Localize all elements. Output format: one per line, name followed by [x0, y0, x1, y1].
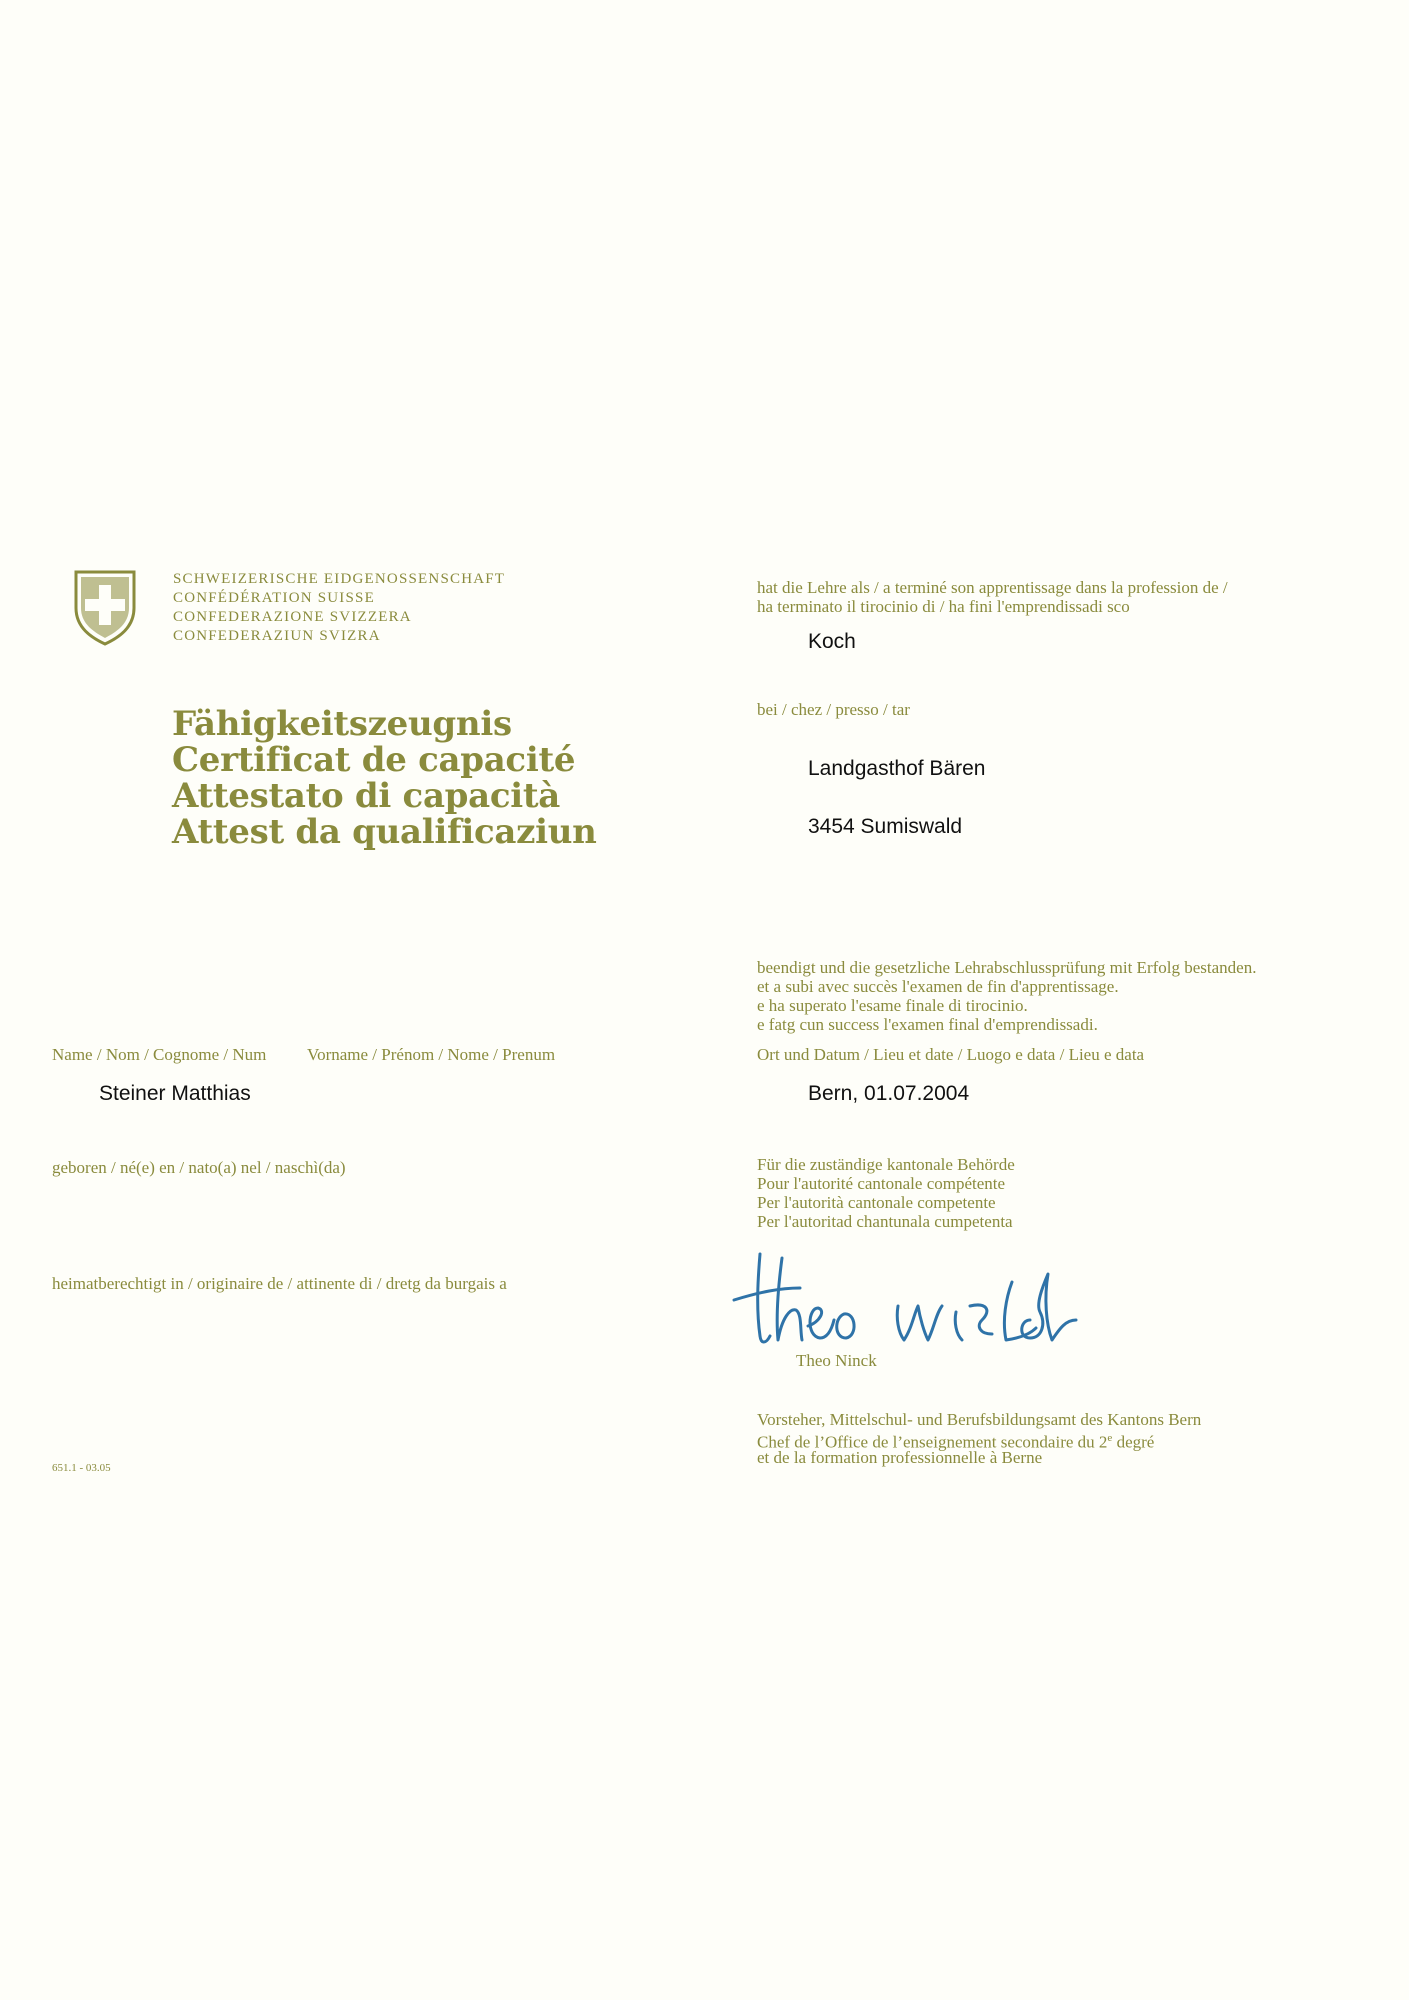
apprenticeship-line-2: ha terminato il tirocinio di / ha fini l'emprendissadi sco: [757, 597, 1130, 616]
signatory-name: Theo Ninck: [796, 1351, 877, 1370]
title-it: Attestato di capacità: [172, 776, 561, 816]
confederation-header: [173, 570, 505, 646]
passed-line-4: e fatg cun success l'examen final d'emprendissadi.: [757, 1015, 1098, 1034]
signatory-title-line-2-text: Chef de l’Office de l’enseignement secondaire du 2: [757, 1432, 1108, 1452]
certificate-title: [172, 706, 597, 850]
authority-line-3: Per l'autorità cantonale competente: [757, 1193, 996, 1212]
origin-label: heimatberechtigt in / originaire de / attinente di / dretg da burgais a: [52, 1274, 507, 1293]
form-code: 651.1 - 03.05: [52, 1462, 111, 1474]
title-rm: Attest da qualificaziun: [172, 812, 597, 852]
employer-name: Landgasthof Bären: [808, 757, 986, 780]
place-date-value: Bern, 01.07.2004: [808, 1082, 970, 1105]
superscript-e: e: [1107, 1432, 1113, 1444]
name-value: Steiner Matthias: [99, 1082, 251, 1105]
born-label: geboren / né(e) en / nato(a) nel / naschì(da): [52, 1158, 346, 1177]
firstname-label: Vorname / Prénom / Nome / Prenum: [307, 1045, 556, 1064]
profession-value: Koch: [808, 630, 856, 653]
apprenticeship-line-1: hat die Lehre als / a terminé son apprentissage dans la profession de /: [757, 578, 1228, 597]
swiss-coat-of-arms-icon: [72, 568, 138, 646]
signatory-title-line-2-end: degré: [1112, 1432, 1155, 1452]
confederation-line-it: CONFEDERAZIONE SVIZZERA: [173, 609, 412, 625]
employer-place: 3454 Sumiswald: [808, 815, 963, 838]
title-de: Fähigkeitszeugnis: [172, 704, 512, 744]
authority-line-4: Per l'autoritad chantunala cumpetenta: [757, 1212, 1013, 1231]
passed-line-3: e ha superato l'esame finale di tirocinio.: [757, 996, 1028, 1015]
authority-line-1: Für die zuständige kantonale Behörde: [757, 1155, 1015, 1174]
place-date-label: Ort und Datum / Lieu et date / Luogo e data / Lieu e data: [757, 1045, 1145, 1064]
signatory-title-line-3: et de la formation professionnelle à Berne: [757, 1448, 1043, 1467]
title-fr: Certificat de capacité: [172, 740, 576, 780]
confederation-line-fr: CONFÉDÉRATION SUISSE: [173, 590, 375, 606]
passed-line-1: beendigt und die gesetzliche Lehrabschlussprüfung mit Erfolg bestanden.: [757, 958, 1257, 977]
signature: [730, 1248, 1130, 1358]
confederation-line-de: SCHWEIZERISCHE EIDGENOSSENSCHAFT: [173, 571, 506, 587]
signatory-title-line-1: Vorsteher, Mittelschul- und Berufsbildungsamt des Kantons Bern: [757, 1410, 1202, 1429]
passed-line-2: et a subi avec succès l'examen de fin d'apprentissage.: [757, 977, 1119, 996]
at-label: bei / chez / presso / tar: [757, 700, 910, 719]
authority-line-2: Pour l'autorité cantonale compétente: [757, 1174, 1006, 1193]
name-label: Name / Nom / Cognome / Num: [52, 1045, 267, 1064]
confederation-line-rm: CONFEDERAZIUN SVIZRA: [173, 628, 381, 644]
